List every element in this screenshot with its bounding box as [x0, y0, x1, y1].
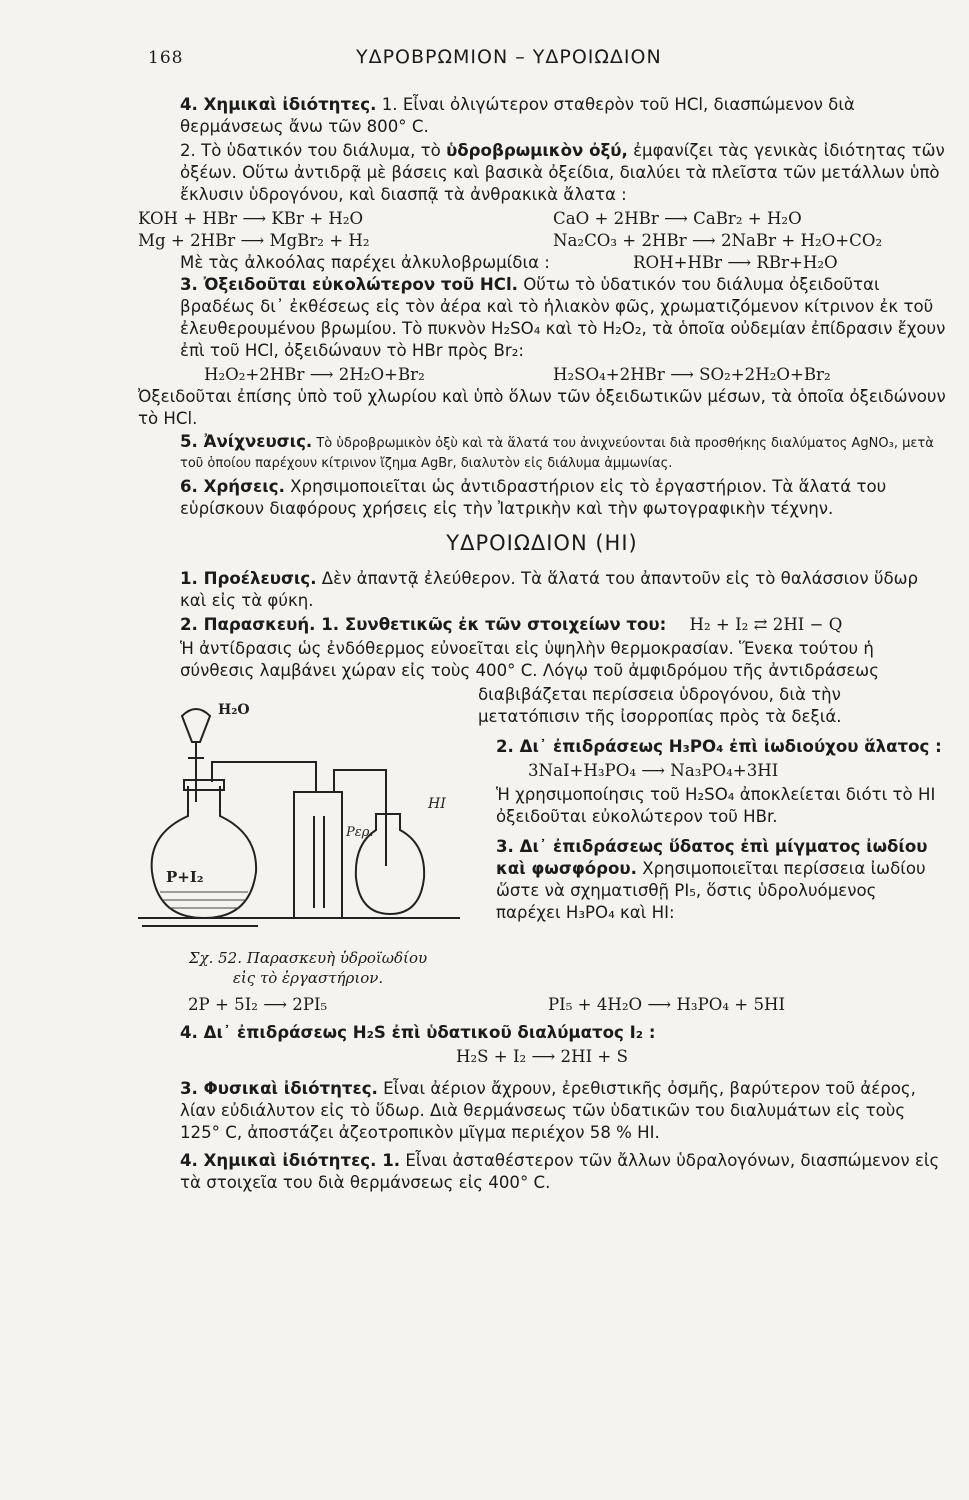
section-label: 4. Χημικαὶ ἰδιότητες. — [180, 95, 377, 114]
section-title-hi: ΥΔΡΟΙΩΔΙΟΝ (HI) — [446, 531, 638, 555]
paragraph-text: Οὕτω τὸ ὑδατικόν του διάλυμα ὀξειδοῦται βραδέως δι᾽ ἐκθέσεως εἰς τὸν ἀέρα καὶ τὸ ἡλιακὸν φῶς, χρωματιζόμενον κίτρινον ἐκ τοῦ ἐλευθερουμένου βρωμίου. Τὸ πυκνὸν H₂SO₄ καὶ τὸ H₂O₂, τὰ ὁποῖα οὐδεμίαν ἐπίδρασιν ἔχουν ἐπὶ τοῦ HCl, ὀξειδώναυν τὸ HBr πρὸς Br₂: — [180, 275, 946, 360]
section-label: 2. Παρασκευή. 1. Συνθετικῶς ἐκ τῶν στοιχείων του: — [180, 615, 667, 634]
page-number: 168 — [148, 48, 184, 68]
paragraph-text: 2. Τὸ ὑδατικόν του διάλυμα, τὸ — [180, 141, 447, 160]
section-label: 2. Δι᾽ ἐπιδράσεως H₃PO₄ ἐπὶ ἰωδιούχου ἅλατος : — [496, 737, 942, 756]
equation-row — [138, 230, 946, 252]
paragraph-text: Εἶναι ἀσταθέστερον τῶν ἄλλων ὑδραλογόνων, διασπώμενον εἰς τὰ στοιχεῖα του διὰ θερμάνσεως εἰς 400° C. — [180, 1151, 940, 1192]
running-title: ΥΔΡΟΒΡΩΜΙΟΝ – ΥΔΡΟΙΩΔΙΟΝ — [356, 46, 662, 68]
hi-apparatus-figure — [138, 696, 470, 936]
equation: H₂S + I₂ ⟶ 2HI + S — [456, 1047, 628, 1066]
equation: ROH+HBr ⟶ RBr+H₂O — [633, 253, 838, 272]
figure-block — [138, 684, 478, 988]
equation: CaO + 2HBr ⟶ CaBr₂ + H₂O — [553, 209, 802, 228]
equation: KOH + HBr ⟶ KBr + H₂O — [138, 209, 364, 228]
paragraph-text: Χρησιμοποιεῖται περίσσεια ἰωδίου ὥστε νὰ σχηματισθῇ PI₅, ὅστις ὑδρολυόμενος παρέχει H₃PO₄ καὶ HI: — [496, 859, 926, 922]
hbr-acid-properties — [138, 140, 946, 206]
paragraph-text: Μὲ τὰς ἀλκοόλας παρέχει ἀλκυλοβρωμίδια : — [180, 253, 550, 272]
section-label: 1. Προέλευσις. — [180, 569, 317, 588]
delivery-tube — [212, 762, 316, 792]
page-header — [0, 46, 969, 76]
paragraph-text: ἐμφανίζει τὰς γενικὰς ἰδιότητας τῶν ὀξέων. Οὕτω ἀντιδρᾷ μὲ βάσεις καὶ βασικὰ ὀξείδια, διαλύει τὰ πλεῖστα τῶν μετάλλων ὑπὸ ἔκλυσιν ὑδρογόνου, καὶ διασπᾷ τὰ ἀνθρακικὰ ἄλατα : — [180, 141, 945, 204]
paragraph-text: διαβιβάζεται περίσσεια ὑδρογόνου, διὰ τὴν μετατόπισιν τῆς ἰσορροπίας πρὸς τὰ δεξιά. — [478, 685, 842, 726]
caption-line: Σχ. 52. Παρασκευὴ ὑδροϊωδίου — [188, 949, 428, 967]
equation: Mg + 2HBr ⟶ MgBr₂ + H₂ — [138, 231, 370, 250]
label-hi: HI — [428, 796, 446, 812]
equation: H₂SO₄+2HBr ⟶ SO₂+2H₂O+Br₂ — [553, 365, 831, 384]
flask-stopper — [184, 780, 224, 790]
section-label: 3. Δι᾽ ἐπιδράσεως ὕδατος ἐπὶ μίγματος ἰωδίου καὶ φωσφόρου. — [496, 837, 928, 878]
section-label: 3. Φυσικαὶ ἰδιότητες. — [180, 1079, 378, 1098]
paragraph-text: Δὲν ἀπαντᾷ ἐλεύθερον. Τὰ ἅλατά του ἀπαντοῦν εἰς τὸ θαλάσσιον ὕδωρ καὶ εἰς τὰ φύκη. — [180, 569, 919, 610]
section-label: 3. Ὀξειδοῦται εὐκολώτερον τοῦ HCl. — [180, 275, 518, 294]
equation-row — [138, 994, 946, 1016]
hbr-oxidation — [138, 274, 946, 362]
section-label: 5. Ἀνίχνευσις. — [180, 432, 313, 451]
section-label: 6. Χρήσεις. — [180, 477, 285, 496]
equation: H₂ + I₂ ⇄ 2HI − Q — [689, 615, 843, 634]
equation: 3NaI+H₃PO₄ ⟶ Na₃PO₄+3HI — [528, 761, 779, 780]
paragraph-text: Τὸ ὑδροβρωμικὸν ὀξὺ καὶ τὰ ἅλατά του ἀνιχνεύονται διὰ προσθήκης διαλύματος AgNO₃, μετὰ τοῦ ὁποίου παρέχουν κίτρινον ἴζημα AgBr, διαλυτὸν εἰς διάλυμα ἀμμωνίας. — [180, 436, 934, 471]
hbr-uses — [138, 476, 946, 520]
term-bold: ὑδροβρωμικὸν ὀξύ, — [446, 141, 628, 160]
method-3 — [478, 836, 946, 924]
equation: H₂O₂+2HBr ⟶ 2H₂O+Br₂ — [204, 365, 425, 384]
section-label: 4. Χημικαὶ ἰδιότητες. 1. — [180, 1151, 401, 1170]
drying-tube — [294, 792, 342, 918]
reaction-flask — [152, 786, 256, 918]
figure-caption — [138, 948, 478, 988]
paragraph-text: Ἡ ἀντίδρασις ὡς ἐνδόθερμος εὐνοεῖται εἰς ὑψηλὴν θερμοκρασίαν. Ἕνεκα τούτου ἡ σύνθεσις λαμβάνει χώραν εἰς τοὺς 400° C. Λόγῳ τοῦ ἀμφιδρόμου τῆς ἀντιδράσεως — [180, 639, 879, 680]
paragraph-text: Χρησιμοποιεῖται ὡς ἀντιδραστήριον εἰς τὸ ἐργαστήριον. Τὰ ἅλατά του εὑρίσκουν διαφόρους χρήσεις εἰς τὴν Ἰατρικὴν καὶ τὴν φωτογραφικὴν τέχνην. — [180, 477, 887, 518]
label-h2o: H₂O — [218, 702, 250, 718]
equation: Na₂CO₃ + 2HBr ⟶ 2NaBr + H₂O+CO₂ — [553, 231, 883, 250]
label-p-i2: P+I₂ — [166, 868, 204, 886]
paragraph-text: Ὀξειδοῦται ἐπίσης ὑπὸ τοῦ χλωρίου καὶ ὑπὸ ὅλων τῶν ὀξειδωτικῶν μέσων, τὰ ὁποῖα ὀξειδώνουν τὸ HCl. — [138, 387, 946, 428]
paragraph-text: Ἡ χρησιμοποίησις τοῦ H₂SO₄ ἀποκλείεται διότι τὸ HI ὀξειδοῦται εὐκολώτερον τοῦ HBr. — [496, 785, 936, 826]
caption-line: εἰς τὸ ἐργαστήριον. — [232, 969, 384, 987]
equation-row — [138, 364, 946, 386]
equation-row — [138, 208, 946, 230]
label-red-phosphorus: Pερ. — [346, 825, 374, 840]
section-label: 4. Δι᾽ ἐπιδράσεως H₂S ἐπὶ ὑδατικοῦ διαλύματος I₂ : — [180, 1023, 656, 1042]
hi-preparation — [138, 614, 946, 636]
hi-origin — [138, 568, 946, 612]
hbr-chemical-properties — [138, 94, 946, 138]
hbr-detection — [138, 432, 946, 474]
page-body — [138, 94, 946, 1196]
figure-and-methods — [138, 684, 946, 988]
funnel-shape — [182, 709, 210, 742]
method-4 — [138, 1022, 946, 1044]
equation: 2P + 5I₂ ⟶ 2PI₅ — [188, 995, 328, 1014]
paragraph-text: 1. Εἶναι ὀλιγώτερον σταθερὸν τοῦ HCl, διασπώμενον διὰ θερμάνσεως ἄνω τῶν 800° C. — [180, 95, 855, 136]
methods-column — [478, 684, 946, 988]
hi-chemical-properties — [138, 1150, 946, 1194]
equation: PI₅ + 4H₂O ⟶ H₃PO₄ + 5HI — [548, 995, 786, 1014]
method-2 — [478, 736, 946, 758]
hi-physical-properties — [138, 1078, 946, 1144]
paragraph-text: Εἶναι ἀέριον ἄχρουν, ἐρεθιστικῆς ὀσμῆς, βαρύτερον τοῦ ἀέρος, λίαν εὐδιάλυτον εἰς τὸ ὕδωρ. Διὰ θερμάνσεως τῶν ὑδατικῶν του διαλυμάτων εἰς τοὺς 125° C, ἀποστάζει ἀζεοτροπικὸν μῖγμα περιέχον 58 % HI. — [180, 1079, 916, 1142]
equation-row — [138, 252, 946, 274]
